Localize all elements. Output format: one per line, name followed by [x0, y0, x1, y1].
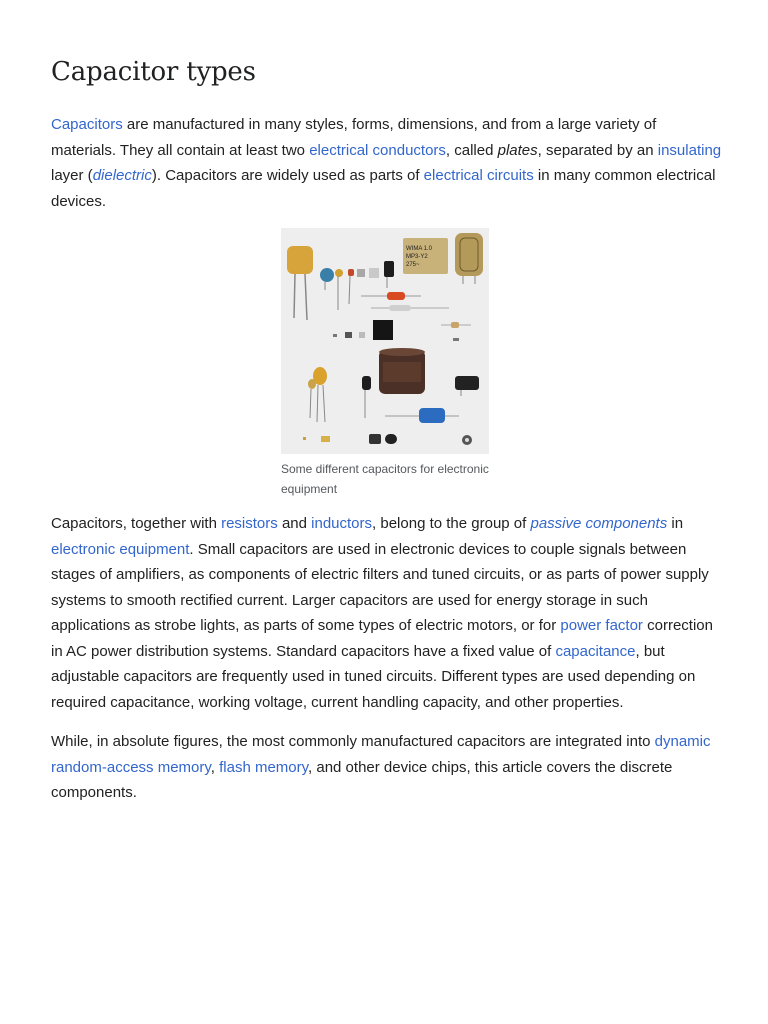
link-electrical-conductors[interactable]: electrical conductors [309, 141, 446, 159]
gold-can-capacitor [455, 233, 483, 276]
link-dielectric[interactable]: dielectric [92, 167, 152, 184]
wima-label-1: WIMA 1.0 [406, 246, 433, 252]
capacitors-figure [281, 228, 491, 499]
link-inductors[interactable]: inductors [311, 515, 373, 532]
black-film-capacitor [384, 261, 394, 277]
link-passive-components[interactable]: passive components [530, 515, 668, 532]
link-electronic-equipment[interactable]: electronic equipment [51, 540, 190, 558]
figure-caption: Some different capacitors for electronic equipment [281, 462, 489, 496]
link-capacitance[interactable]: capacitance [555, 642, 636, 660]
wima-label-2: MP3-Y2 [406, 254, 428, 260]
link-insulating[interactable]: insulating [657, 141, 722, 159]
blue-axial-capacitor [419, 408, 445, 423]
wima-label-3: 275~ [406, 262, 420, 268]
link-dram[interactable]: dynamic random-access memory [51, 733, 711, 776]
link-capacitors[interactable]: Capacitors [51, 116, 123, 133]
link-power-factor[interactable]: power factor [560, 617, 643, 634]
black-chip-capacitor [373, 320, 393, 340]
intro-paragraph: Capacitors are manufactured in many styles, forms, dimensions, and from a large variety of materials. They all contain at least two electrical conductors, called plates, separated by an insulating layer (dielectric). Capacitors are widely used as parts of electrical circuits in many common electrical devices. [51, 116, 722, 210]
red-axial-capacitor [387, 292, 405, 300]
black-round-capacitor [455, 376, 479, 390]
capacitors-photo[interactable] [281, 228, 489, 454]
article [51, 54, 723, 820]
discrete-components-paragraph: While, in absolute figures, the most commonly manufactured capacitors are integrated into dynamic random-access memory, flash memory, and other device chips, this article covers the discrete components. [51, 733, 711, 801]
small-electrolytic-capacitor [362, 376, 371, 390]
blue-disc-capacitor [320, 268, 334, 282]
capacitors-illustration [281, 228, 489, 454]
page-title: Capacitor types [51, 57, 256, 87]
passive-components-paragraph: Capacitors, together with resistors and inductors, belong to the group of passive components in electronic equipment. Small capacitors are used in electronic devices to couple signals between stages of amplifiers, as components of electric filters and tuned circuits, or as parts of power supply systems to smooth rectified current. Larger capacitors are used for energy storage in such applications as strobe lights, as parts of some types of electric motors, or for power factor correction in AC power distribution systems. Standard capacitors have a fixed value of capacitance, but adjustable capacitors are frequently used in tuned circuits. Different types are used depending on required capacitance, working voltage, current handling capacity, and other properties. [51, 515, 713, 711]
link-electrical-circuits[interactable]: electrical circuits [423, 167, 534, 184]
link-flash-memory[interactable]: flash memory [219, 758, 309, 776]
yellow-ceramic-capacitor [287, 246, 313, 274]
link-resistors[interactable]: resistors [221, 515, 278, 532]
